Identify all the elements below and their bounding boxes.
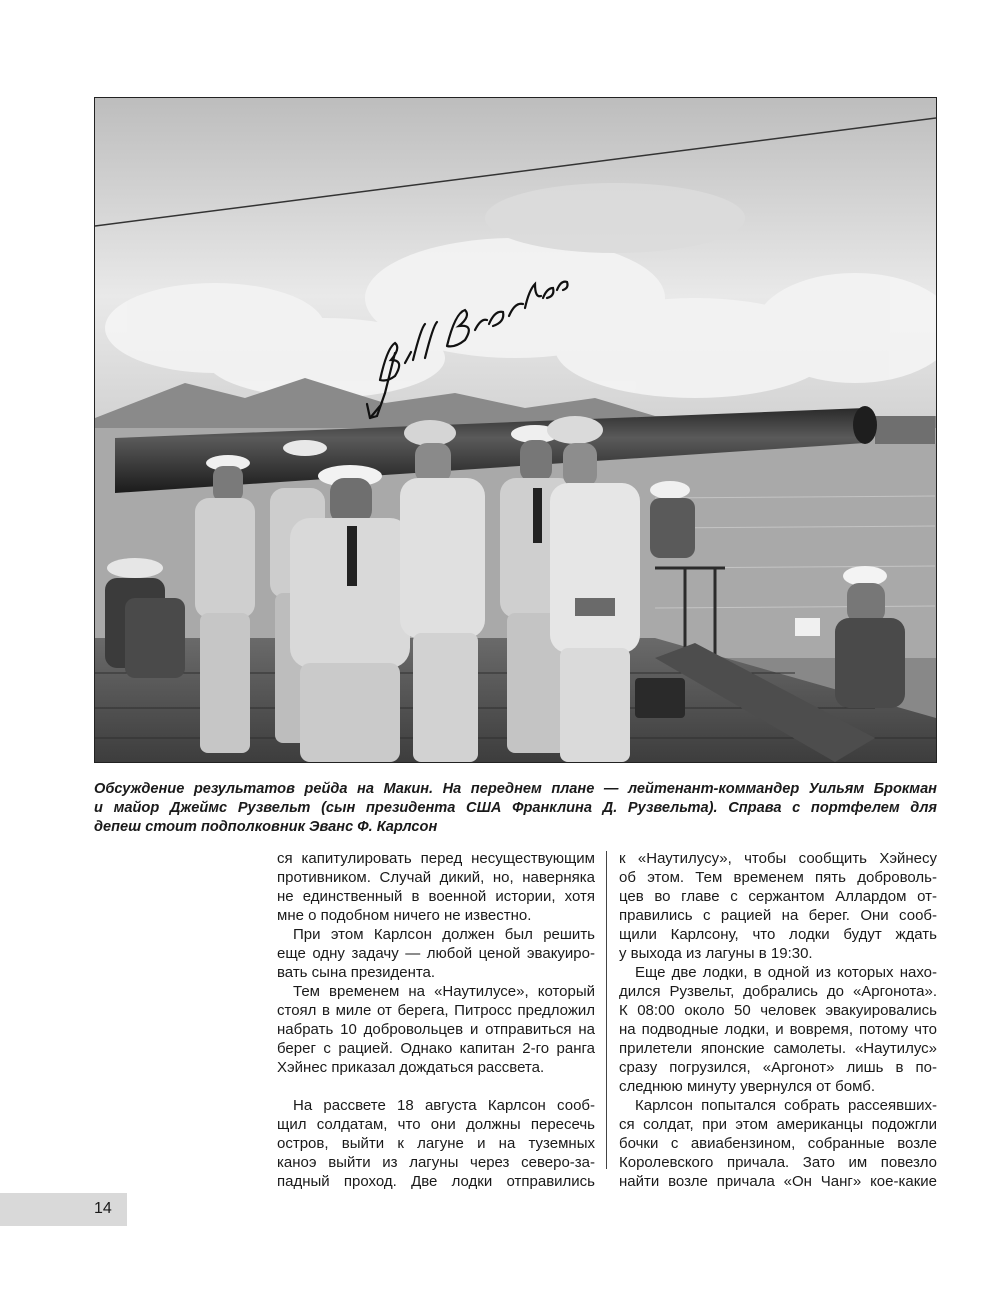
- paragraph: [277, 925, 595, 982]
- text-line: Тем временем на «Наутилусе», который: [293, 983, 595, 1000]
- text-line: к «Наутилусу», чтобы сообщить Хэйнесу: [619, 850, 937, 867]
- page-number: 14: [94, 1200, 112, 1217]
- text-line: щил солдатам, что они должны пересечь: [277, 1116, 595, 1133]
- text-line: об этом. Тем временем пять доброволь-: [619, 869, 937, 886]
- text-line: Еще две лодки, в одной из которых нахо-: [635, 964, 937, 981]
- text-line: стоял в миле от берега, Питросс предложил: [277, 1002, 595, 1019]
- text-column-right: [619, 849, 937, 1191]
- text-line: еще одну задачу — любой ценой эвакуиро-: [277, 945, 595, 962]
- text-line: сразу погрузился, «Аргонот» лишь в по-: [619, 1059, 937, 1076]
- text-line: При этом Карлсон должен был решить: [293, 926, 595, 943]
- text-line: не единственный в военной истории, хотя: [277, 888, 595, 905]
- paragraph: [619, 963, 937, 1096]
- text-line: остров, выйти к лагуне и на туземных: [277, 1135, 595, 1152]
- caption-line: Обсуждение результатов рейда на Макин. На переднем плане — лейтенант-коммандер Уильям Брокман: [94, 781, 937, 797]
- text-line: вать сына президента.: [277, 964, 436, 981]
- paragraph: [277, 1096, 595, 1191]
- text-line: найти возле причала «Он Чанг» кое-какие: [619, 1173, 937, 1190]
- text-line: ся капитулировать перед несуществующим: [277, 850, 595, 867]
- text-line: Хэйнес приказал дождаться рассвета.: [277, 1059, 545, 1076]
- text-line: Карлсон попытался собрать рассеявших-: [635, 1097, 937, 1114]
- text-column-left: [277, 849, 595, 1191]
- text-line: падный проход. Две лодки отправились: [277, 1173, 595, 1190]
- text-line: набрать 10 добровольцев и отправиться на: [277, 1021, 595, 1038]
- text-line: щили Карлсону, что лодки будут ждать: [619, 926, 937, 943]
- text-line: Королевского причала. Зато им повезло: [619, 1154, 937, 1171]
- column-divider: [606, 851, 607, 1169]
- text-line: цев во главе с сержантом Аллардом от-: [619, 888, 937, 905]
- photo-caption: [94, 780, 937, 837]
- caption-line: депеш стоит подполковник Эванс Ф. Карлсон: [94, 819, 438, 835]
- text-line: прилетели японские самолеты. «Наутилус»: [619, 1040, 937, 1057]
- text-line: у выхода из лагуны в 19:30.: [619, 945, 813, 962]
- briefcase: [635, 678, 685, 718]
- paragraph: [619, 1096, 937, 1191]
- text-line: каноэ выйти из лагуны через северо-за-: [277, 1154, 595, 1171]
- photograph: [94, 97, 937, 763]
- text-line: берег с рацией. Однако капитан 2-го ранга: [277, 1040, 595, 1057]
- paragraph: [619, 849, 937, 963]
- text-line: ся солдат, при этом американцы подожгли: [619, 1116, 937, 1133]
- text-line: правились с рацией на берег. Они сооб-: [619, 907, 937, 924]
- text-line: мне о подобном ничего не известно.: [277, 907, 532, 924]
- text-line: на подводные лодки, и вовремя, потому что: [619, 1021, 937, 1038]
- text-line: следнюю минуту увернулся от бомб.: [619, 1078, 876, 1095]
- deck-gun-muzzle: [853, 406, 877, 444]
- caption-line: и майор Джеймс Рузвельт (сын президента США Франклина Д. Рузвельта). Справа с портфелем для: [94, 800, 937, 816]
- text-line: К 08:00 около 50 человек эвакуировались: [619, 1002, 937, 1019]
- text-line: противником. Случай дикий, но, наверняка: [277, 869, 595, 886]
- text-line: дился Рузвельт, добрались до «Аргонота».: [619, 983, 937, 1000]
- paragraph: [277, 849, 595, 925]
- text-line: На рассвете 18 августа Карлсон сооб-: [293, 1097, 595, 1114]
- photo-scene: [95, 98, 936, 762]
- paragraph: [277, 982, 595, 1077]
- text-line: бочки с авиабензином, собранные возле: [619, 1135, 937, 1152]
